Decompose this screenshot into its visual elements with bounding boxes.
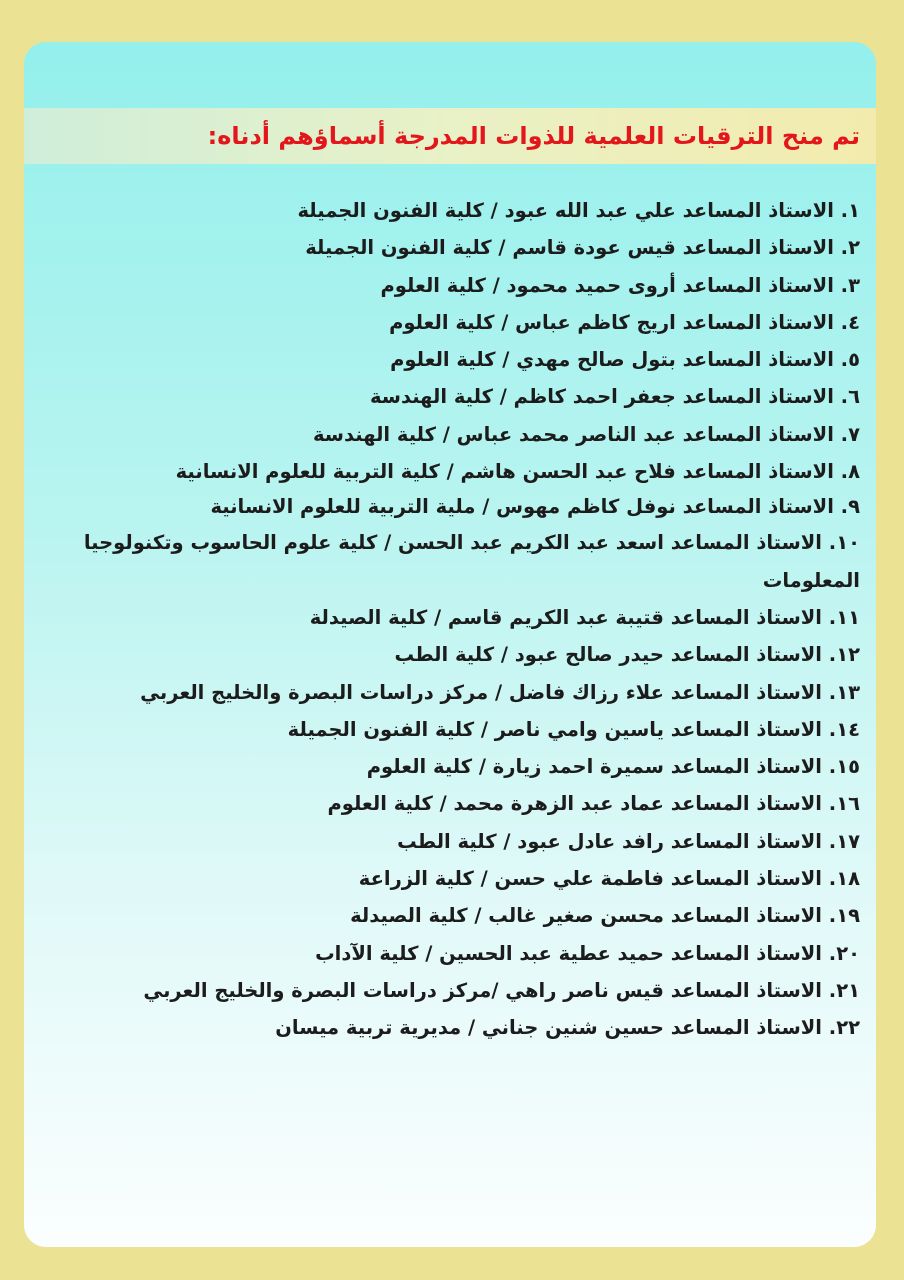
list-item: ١٠. الاستاذ المساعد اسعد عبد الكريم عبد الحسن / كلية علوم الحاسوب وتكنولوجيا المعلومات: [83, 531, 860, 592]
list-item: ١. الاستاذ المساعد علي عبد الله عبود / كلية الفنون الجميلة: [297, 199, 860, 222]
list-item: ٦. الاستاذ المساعد جعفر احمد كاظم / كلية الهندسة: [369, 385, 860, 409]
list-item: ٥. الاستاذ المساعد بتول صالح مهدي / كلية العلوم: [390, 348, 860, 372]
title-band: [24, 108, 876, 164]
list-item: ٢. الاستاذ المساعد قيس عودة قاسم / كلية الفنون الجميلة: [305, 236, 860, 260]
list-item: ٨. الاستاذ المساعد فلاح عبد الحسن هاشم / كلية التربية للعلوم الانسانية: [175, 460, 860, 484]
list-item: ٢٠. الاستاذ المساعد حميد عطية عبد الحسين / كلية الآداب: [315, 941, 860, 965]
list-item: ١٩. الاستاذ المساعد محسن صغير غالب / كلية الصيدلة: [350, 904, 860, 928]
list-item: ١٧. الاستاذ المساعد رافد عادل عبود / كلية الطب: [397, 829, 860, 853]
list-item: ١٦. الاستاذ المساعد عماد عبد الزهرة محمد / كلية العلوم: [327, 792, 860, 816]
list-item: ١٤. الاستاذ المساعد ياسين وامي ناصر / كلية الفنون الجميلة: [287, 717, 860, 741]
list-item: ١٥. الاستاذ المساعد سميرة احمد زيارة / كلية العلوم: [366, 755, 860, 779]
promotions-list: [40, 192, 860, 1047]
list-item: ٩. الاستاذ المساعد نوفل كاظم مهوس / ملية التربية للعلوم الانسانية: [210, 495, 860, 519]
announcement-card: [24, 42, 876, 1247]
announcement-title: تم منح الترقيات العلمية للذوات المدرجة أسماؤهم أدناه:: [207, 122, 860, 150]
list-item: ٣. الاستاذ المساعد أروى حميد محمود / كلية العلوم: [380, 273, 860, 297]
list-item: ٧. الاستاذ المساعد عبد الناصر محمد عباس / كلية الهندسة: [312, 422, 860, 446]
list-item: ١١. الاستاذ المساعد قتيبة عبد الكريم قاسم / كلية الصيدلة: [309, 605, 860, 629]
list-item: ٢٢. الاستاذ المساعد حسين شنين جناني / مديرية تربية ميسان: [275, 1016, 860, 1040]
list-item: ٤. الاستاذ المساعد اريج كاظم عباس / كلية العلوم: [389, 310, 860, 334]
list-item: ١٣. الاستاذ المساعد علاء رزاك فاضل / مركز دراسات البصرة والخليج العربي: [140, 680, 860, 704]
list-item: ٢١. الاستاذ المساعد قيس ناصر راهي /مركز دراسات البصرة والخليج العربي: [143, 978, 860, 1002]
list-item: ١٢. الاستاذ المساعد حيدر صالح عبود / كلية الطب: [394, 643, 860, 667]
list-item: ١٨. الاستاذ المساعد فاطمة علي حسن / كلية الزراعة: [358, 867, 860, 891]
